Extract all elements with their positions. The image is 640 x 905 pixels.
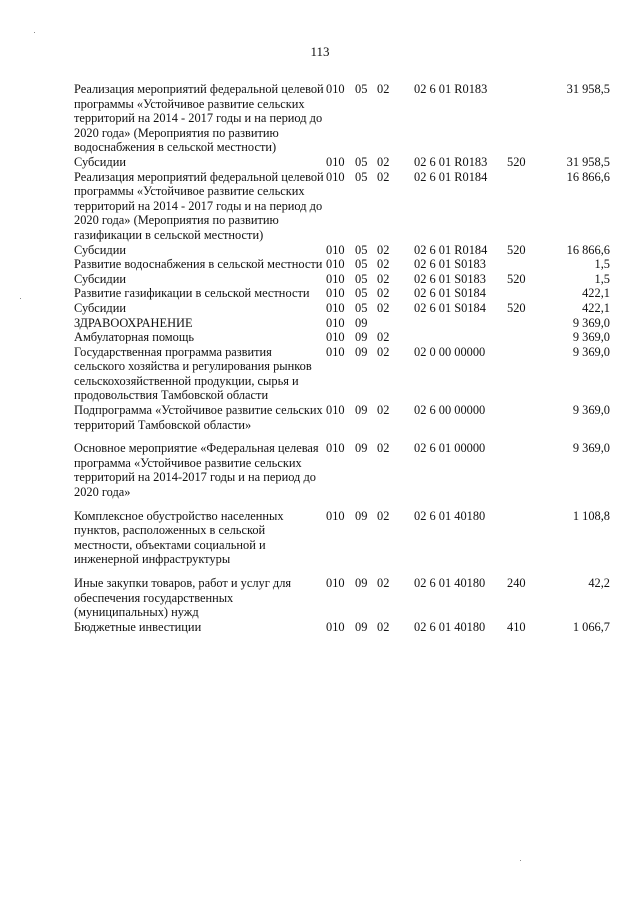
row-admin-code: 010	[326, 154, 345, 169]
row-amount: 16 866,6	[566, 242, 610, 257]
row-amount: 9 369,0	[572, 315, 610, 330]
table-row	[74, 620, 610, 635]
row-name: Развитие газификации в сельской местности	[74, 286, 310, 301]
table-row	[74, 345, 610, 403]
row-section-code: 05	[355, 82, 368, 96]
table-row	[74, 82, 610, 155]
row-amount: 42,2	[588, 576, 610, 590]
row-target-article: 02 6 01 R0183	[414, 154, 488, 169]
row-section-code: 05	[355, 154, 368, 169]
scan-speck	[20, 298, 21, 299]
row-name: Подпрограмма «Устойчивое развитие сельских территорий Тамбовской области»	[74, 403, 323, 432]
row-subsection-code: 02	[377, 441, 390, 456]
budget-table-body	[74, 82, 610, 634]
table-row	[74, 403, 610, 432]
row-subsection-code: 02	[377, 344, 390, 359]
row-name: Развитие водоснабжения в сельской местности	[74, 257, 323, 272]
row-subsection-code: 02	[377, 169, 390, 184]
row-subsection-code: 02	[377, 242, 390, 257]
row-target-article: 02 6 01 S0183	[414, 257, 486, 272]
table-row	[74, 286, 610, 301]
table-row	[74, 272, 610, 287]
scan-speck	[520, 860, 521, 861]
row-spacer	[74, 567, 610, 576]
row-section-code: 09	[355, 315, 368, 330]
row-section-code: 09	[355, 441, 368, 456]
table-row	[74, 155, 610, 170]
table-row	[74, 243, 610, 258]
row-admin-code: 010	[326, 441, 345, 456]
row-name: Субсидии	[74, 271, 126, 286]
row-section-code: 05	[355, 242, 368, 257]
row-amount: 16 866,6	[566, 169, 610, 184]
row-name: Реализация мероприятий федеральной целевой программы «Устойчивое развитие сельских территорий на 2014 - 2017 годы и на период до 2020 года» (Мероприятия по развитию газификации в сельской местности)	[74, 169, 324, 242]
row-subsection-code: 02	[377, 82, 390, 96]
row-subsection-code: 02	[377, 403, 390, 418]
row-target-article: 02 6 01 S0184	[414, 286, 486, 301]
row-expense-type: 410	[507, 619, 526, 634]
row-name: Субсидии	[74, 242, 126, 257]
row-subsection-code	[377, 316, 414, 331]
row-target-article: 02 6 01 S0183	[414, 271, 486, 286]
row-expense-type	[507, 509, 547, 567]
row-amount: 31 958,5	[566, 154, 610, 169]
row-amount: 9 369,0	[572, 330, 610, 345]
row-subsection-code: 02	[377, 619, 390, 634]
row-expense-type	[507, 257, 547, 272]
row-subsection-code: 02	[377, 286, 390, 301]
row-section-code: 09	[355, 403, 368, 418]
row-admin-code: 010	[326, 403, 345, 418]
row-target-article: 02 6 01 R0183	[414, 82, 488, 96]
row-name: Амбулаторная помощь	[74, 330, 195, 345]
row-target-article: 02 6 01 R0184	[414, 242, 488, 257]
row-admin-code: 010	[326, 619, 345, 634]
row-admin-code: 010	[326, 330, 345, 345]
scan-speck	[34, 32, 35, 33]
row-section-code: 05	[355, 257, 368, 272]
row-expense-type: 240	[507, 576, 526, 590]
row-amount: 1,5	[594, 271, 610, 286]
row-expense-type	[507, 286, 547, 301]
row-admin-code: 010	[326, 300, 345, 315]
row-target-article: 02 0 00 00000	[414, 344, 486, 359]
row-target-article: 02 6 01 40180	[414, 619, 486, 634]
row-section-code: 09	[355, 344, 368, 359]
row-section-code: 05	[355, 286, 368, 301]
row-name: Субсидии	[74, 300, 126, 315]
row-subsection-code: 02	[377, 154, 390, 169]
row-amount: 422,1	[582, 300, 610, 315]
row-admin-code: 010	[326, 315, 345, 330]
table-row	[74, 509, 610, 567]
row-target-article: 02 6 01 R0184	[414, 169, 488, 184]
row-amount: 9 369,0	[572, 403, 610, 418]
row-name: Государственная программа развития сельского хозяйства и регулирования рынков сельскохозяйственной продукции, сырья и продовольствия Тамбовской области	[74, 344, 312, 403]
row-section-code: 09	[355, 508, 368, 523]
table-row	[74, 316, 610, 331]
row-name: Реализация мероприятий федеральной целевой программы «Устойчивое развитие сельских территорий на 2014 - 2017 годы и на период до 2020 года» (Мероприятия по развитию водоснабжения в сельской местности)	[74, 82, 324, 155]
table-row	[74, 257, 610, 272]
table-row	[74, 441, 610, 499]
row-section-code: 05	[355, 169, 368, 184]
row-expense-type: 520	[507, 271, 526, 286]
row-admin-code: 010	[326, 271, 345, 286]
row-expense-type	[507, 345, 547, 403]
row-subsection-code: 02	[377, 330, 390, 345]
row-expense-type	[507, 316, 547, 331]
row-name: ЗДРАВООХРАНЕНИЕ	[74, 315, 193, 330]
row-name: Субсидии	[74, 154, 126, 169]
row-subsection-code: 02	[377, 257, 390, 272]
row-expense-type: 520	[507, 300, 526, 315]
row-name: Основное мероприятие «Федеральная целевая программа «Устойчивое развитие сельских территорий на 2014-2017 годы и на период до 2020 года»	[74, 441, 319, 500]
row-admin-code: 010	[326, 257, 345, 272]
row-spacer	[74, 432, 610, 441]
row-target-article: 02 6 01 40180	[414, 576, 486, 590]
row-subsection-code: 02	[377, 576, 390, 590]
row-name: Иные закупки товаров, работ и услуг для обеспечения государственных (муниципальных) нужд	[74, 576, 292, 620]
row-name: Комплексное обустройство населенных пунктов, расположенных в сельской местности, объектами социальной и инженерной инфраструктуры	[74, 508, 284, 567]
row-subsection-code: 02	[377, 508, 390, 523]
page-number: 113	[310, 44, 330, 59]
row-admin-code: 010	[326, 82, 345, 96]
row-amount: 1 108,8	[572, 508, 610, 523]
row-target-article: 02 6 01 S0184	[414, 300, 486, 315]
row-amount: 9 369,0	[572, 344, 610, 359]
row-spacer-cell	[74, 500, 610, 509]
table-row	[74, 301, 610, 316]
row-subsection-code: 02	[377, 300, 390, 315]
row-section-code: 09	[355, 576, 368, 590]
row-target-article: 02 6 00 00000	[414, 403, 486, 418]
row-admin-code: 010	[326, 286, 345, 301]
row-amount: 31 958,5	[566, 82, 610, 96]
table-row	[74, 330, 610, 345]
row-expense-type	[507, 82, 547, 155]
budget-table	[74, 82, 610, 634]
row-admin-code: 010	[326, 508, 345, 523]
row-admin-code: 010	[326, 242, 345, 257]
row-spacer-cell	[74, 432, 610, 441]
row-amount: 422,1	[582, 286, 610, 301]
row-spacer	[74, 500, 610, 509]
row-admin-code: 010	[326, 169, 345, 184]
row-target-article	[414, 330, 507, 345]
table-row	[74, 170, 610, 243]
row-spacer-cell	[74, 567, 610, 576]
row-expense-type: 520	[507, 154, 526, 169]
table-row	[74, 576, 610, 620]
row-expense-type	[507, 403, 547, 432]
row-expense-type	[507, 441, 547, 499]
row-admin-code: 010	[326, 576, 345, 590]
row-target-article: 02 6 01 40180	[414, 508, 486, 523]
row-section-code: 05	[355, 271, 368, 286]
row-section-code: 05	[355, 300, 368, 315]
row-admin-code: 010	[326, 344, 345, 359]
row-subsection-code: 02	[377, 271, 390, 286]
row-target-article: 02 6 01 00000	[414, 441, 486, 456]
row-name: Бюджетные инвестиции	[74, 619, 202, 634]
row-expense-type	[507, 170, 547, 243]
row-amount: 9 369,0	[572, 441, 610, 456]
row-expense-type	[507, 330, 547, 345]
row-amount: 1 066,7	[572, 619, 610, 634]
row-expense-type: 520	[507, 242, 526, 257]
row-section-code: 09	[355, 619, 368, 634]
row-section-code: 09	[355, 330, 368, 345]
row-target-article	[414, 316, 507, 331]
row-amount: 1,5	[594, 257, 610, 272]
